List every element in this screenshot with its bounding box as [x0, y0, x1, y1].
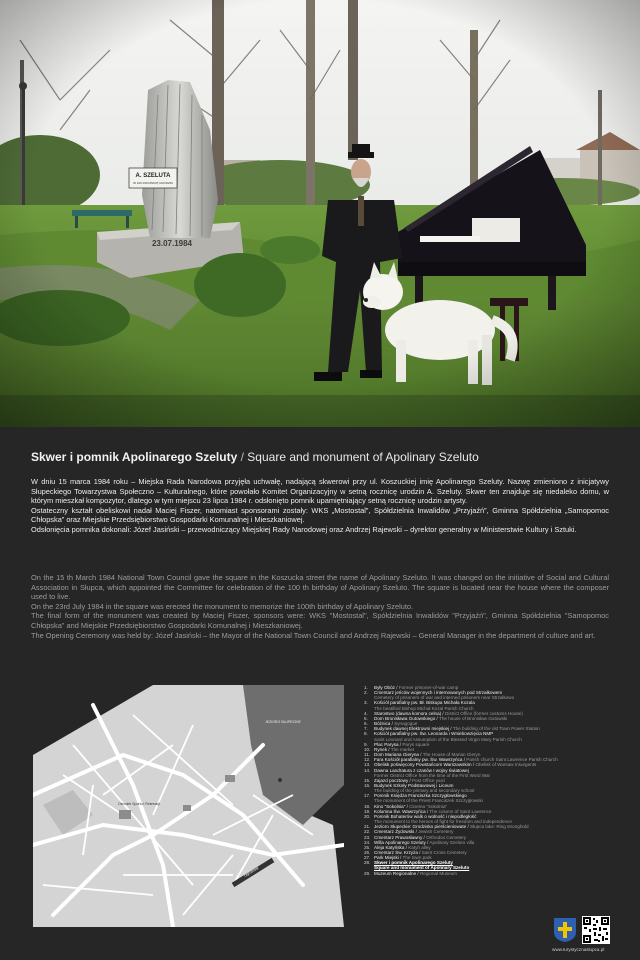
pl-paragraph: Ostateczny kształt obeliskowi nadał Maciej Fiszer, natomiast sponsorami zostały: WKS „Mostostal”, Spółdzielnia Inwalidów „Przyjaźń”, Gminna Spółdzielnia „Samopomoc Chłopska” oraz Miejskie Przedsiębiorstwo Gospodarki Komunalnej i Mieszkaniowej. — [31, 505, 609, 525]
legend-item: 20. Pomnik Bohaterów walk o wolność i niepodległość The monument to the heroes of fight for freedom and independence — [364, 813, 512, 825]
legend-item: 23. Cmentarz Prawosławny / Orthodox Cemetery — [364, 834, 467, 840]
legend-item: 13. Obelisk poświęcony Powstańcom Warszawskim / Obelisk of Warsaw Insurgents — [364, 762, 537, 768]
title-en: Square and monument of Apolinary Szeluto — [247, 450, 479, 464]
legend-item: 17. Pomnik Księdza Franciszka Szczygłowskiego The monument of the Priest Franciszek Szczygłowski — [364, 793, 483, 804]
legend-item: 27. Park Miejski / The town park — [364, 855, 432, 861]
legend-item-current: 28. Skwer i pomnik Apolinarego Szeluty Square and monument of Apolinary Szeluto — [364, 860, 470, 871]
town-map — [33, 685, 344, 927]
legend-item: 21. Jezioro Słupeckie: Grodzisko pierścieniowate / Słupca lake: Ring stronghold — [364, 824, 529, 830]
pl-paragraph: W dniu 15 marca 1984 roku – Miejska Rada Narodowa przyjęła uchwałę, nadającą skwerowi przy ul. Koszuckiej imię Apolinarego Szeluty. Nazwę zmieniono z inicjatywy Słupeckiego Towarzystwa Społeczno – Kulturalnego, które powołało Komitet Organizacyjny w setną rocznicę urodzin A. Szeluty. Skwer ten znajduje się niedaleko domu, w którym mieszkał kompozytor, dlatego w tym miejscu 23 lipca 1984 r. odsłonięto pomnik upamiętniający setną rocznicę urodzin artysty. — [31, 477, 609, 506]
english-description — [31, 573, 609, 640]
legend-item: 6. Bóżnica / Synagogue — [364, 721, 418, 727]
legend-item: 10. Rynek / The market — [364, 746, 415, 752]
monument-photo-scene — [0, 0, 640, 427]
title-separator: / — [240, 450, 244, 464]
legend-item: 7. Budynek dawnej Elektrowni miejskiej / The building of the old Town Power Station — [364, 726, 540, 732]
page-title — [31, 450, 611, 464]
slupca-crest-icon — [553, 917, 577, 943]
qr-code-icon — [582, 916, 610, 944]
legend-item: 4. Starostwo (dawna komora celna) / District Office (former customs House) — [364, 710, 523, 716]
legend-item: 26. Cmentarz Św. Krzyża / Saint Cross Cemetery — [364, 850, 467, 855]
map-street-label: Ogrodowa — [243, 865, 260, 878]
legend-item: 19. Kolumna Św. Wawrzyńca / The column of Saint Lawrence — [364, 808, 492, 814]
legend-item: 18. Kino "Sokolnia" / Cinema "Sokolnia" — [364, 803, 448, 809]
polish-description — [31, 477, 609, 535]
legend-item: 12. Fara Kościół parafialny pw. Św. Wawrzyńca / Parish church Saint Lawrence Parish Church — [364, 757, 558, 763]
map-marker-label: Ośrodek Sportu i Rekreacji — [118, 802, 160, 806]
legend-item: 3. Kościół parafialny pw. Bł. Biskupa Michała Kozala The beatified Bishop Michał Kozal Parish Church — [364, 700, 475, 711]
website-url[interactable]: www.turystycznaslupca.pl — [552, 947, 605, 952]
en-paragraph: The Opening Ceremony was held by: Józef Jasiński – the Mayor of the National Town Council and Andrzej Rajewski – General Manager in the department of culture and art. — [31, 630, 596, 640]
places-legend — [364, 685, 614, 876]
legend-item: 5. Dom Bronisława Gutowskiego / The house of Bronisław Gutowski — [364, 715, 508, 721]
legend-item: 8. Kościół parafialny pw. Św. Leonarda i Wniebowzięcia NMP Saint Leonard and Assumption of the Blessed Virgin Mary Parish Church — [364, 731, 522, 742]
legend-item: 25. Aleja Katyńska / Katyń alley — [364, 844, 431, 850]
legend-item: 1. Były Obóz / Former prisoner-of-war camp — [364, 685, 459, 690]
town-map-drawing — [33, 685, 344, 927]
legend-item: 24. Willa Apolinarego Szeluty / Apolinary Szeluto villa — [364, 839, 475, 845]
legend-item: 14. Dawna Landratura z czasów I wojny światowej Former District Office from the time of the First Word War — [364, 767, 491, 778]
legend-item: 22. Cmentarz Żydowski / Jewish Cemetery — [364, 829, 454, 835]
legend-item: 9. Plac Parysa / Parys square — [364, 741, 430, 747]
info-panel — [0, 427, 640, 960]
en-paragraph: On the 15 th March 1984 National Town Council gave the square in the Koszucka street the name of Apolinary Szeluto. It was changed on the initiative of Social and Cultural Association in Słupca, which appointed the Committee for celebration of the 100 th birthday of Apolinary Szeluto. The square is located near the house where the composer used to live. — [31, 573, 609, 602]
en-paragraph: On the 23rd July 1984 in the square was erected the monument to memorize the 100th birthday of Apolinary Szeluto. — [31, 601, 414, 611]
legend-item: 15. Zajazd pocztowy / Post Office yard — [364, 777, 445, 783]
legend-item: 2. Cmentarz jeńców wojennych i internowanych pod Strzałkowem Cemetery of prisoners of war and interned prisoners near Strzałkowo — [364, 690, 515, 701]
pl-paragraph: Odsłonięcia pomnika dokonali: Józef Jasiński – przewodniczący Miejskiej Rady Narodowej oraz Andrzej Rajewski – dyrektor generalny w Ministerstwie Kultury i Sztuki. — [31, 524, 577, 534]
map-lake-label: JEZIORO SŁUPECKIE — [265, 720, 301, 724]
legend-item: 29. Muzeum Regionalne / Regional Museum — [364, 870, 458, 876]
title-pl: Skwer i pomnik Apolinarego Szeluty — [31, 450, 238, 464]
legend-item: 16. Budynek Szkoły Podstawowej i Liceum The building of the primary and secondary school — [364, 782, 475, 794]
en-paragraph: The final form of the monument was created by Maciej Fiszer, sponsors were: WKS "Mostostal", Spółdzielnia Inwalidów "Przyjaźń", Gminna Spółdzielnia "Samopomoc Chłopska" and Miejskie Przedsiębiorstwo Gospodarki Komunalnej i Mieszkaniowej. — [31, 611, 609, 630]
legend-item: 11. Dom Mariana Gieryna / The House of Marian Gieryn — [364, 752, 481, 758]
monument-photo — [0, 0, 640, 427]
